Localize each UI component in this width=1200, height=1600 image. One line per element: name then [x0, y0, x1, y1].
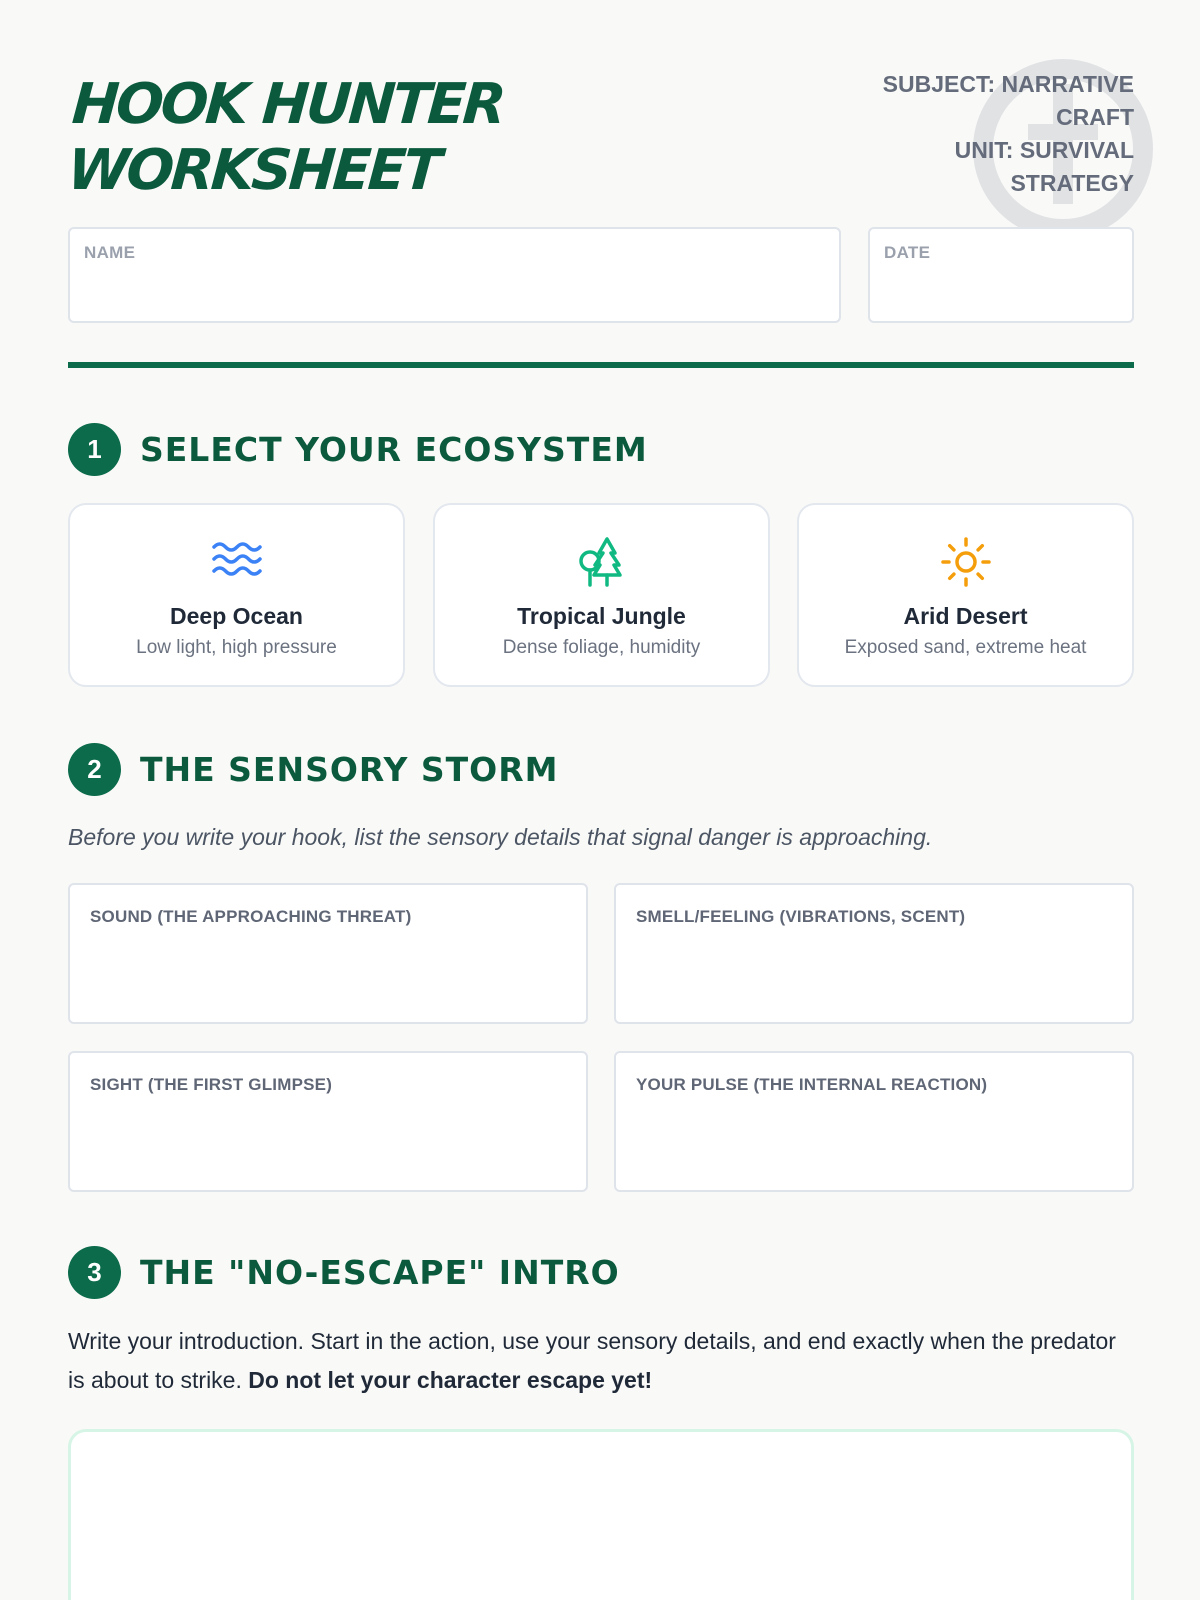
section-1-title: SELECT YOUR ECOSYSTEM	[140, 430, 648, 469]
date-field[interactable]	[868, 227, 1134, 323]
section-2-title: THE SENSORY STORM	[140, 750, 559, 789]
ecosystem-card-desert[interactable]	[797, 503, 1134, 687]
sight-label: SIGHT (THE FIRST GLIMPSE)	[90, 1075, 333, 1094]
name-field[interactable]	[68, 227, 841, 323]
name-label: NAME	[84, 243, 136, 262]
waves-icon	[210, 535, 264, 589]
trees-icon	[575, 535, 629, 589]
title-line-2: WORKSHEET	[65, 138, 441, 203]
date-label: DATE	[884, 243, 931, 262]
section-3-instructions	[68, 1322, 1134, 1400]
ecosystem-desc: Low light, high pressure	[136, 637, 337, 658]
pulse-label: YOUR PULSE (THE INTERNAL REACTION)	[636, 1075, 988, 1094]
sight-field[interactable]	[68, 1051, 588, 1192]
section-3-title: THE "NO-ESCAPE" INTRO	[140, 1253, 620, 1292]
ecosystem-card-jungle[interactable]	[433, 503, 770, 687]
pulse-field[interactable]	[614, 1051, 1134, 1192]
intro-answer-area[interactable]	[68, 1429, 1134, 1600]
instructions-text: Write your introduction. Start in the action, use your sensory details, and end exactly when the predator is about to strike.	[68, 1328, 1116, 1393]
ecosystem-name: Arid Desert	[903, 603, 1028, 629]
section-2-badge: 2	[68, 743, 121, 796]
header-meta	[854, 68, 1134, 200]
page-title	[65, 72, 505, 204]
sound-label: SOUND (THE APPROACHING THREAT)	[90, 907, 412, 926]
unit-text: UNIT: SURVIVAL STRATEGY	[954, 137, 1134, 196]
section-2-instructions: Before you write your hook, list the sensory details that signal danger is approaching.	[68, 824, 933, 850]
ecosystem-name: Deep Ocean	[170, 603, 303, 629]
smell-feeling-field[interactable]	[614, 883, 1134, 1024]
section-1-badge: 1	[68, 423, 121, 476]
ecosystem-desc: Exposed sand, extreme heat	[844, 637, 1087, 658]
title-line-1: HOOK HUNTER	[70, 72, 506, 137]
ecosystem-card-ocean[interactable]	[68, 503, 405, 687]
instructions-bold: Do not let your character escape yet!	[248, 1367, 653, 1393]
divider	[68, 362, 1134, 368]
subject-text: SUBJECT: NARRATIVE CRAFT	[882, 71, 1134, 130]
sun-icon	[939, 535, 993, 589]
header	[65, 68, 1134, 208]
section-1-heading	[68, 423, 1134, 477]
section-2-heading	[68, 743, 1134, 797]
sound-field[interactable]	[68, 883, 588, 1024]
worksheet-page	[65, 0, 1134, 1600]
ecosystem-desc: Dense foliage, humidity	[502, 637, 701, 658]
ecosystem-name: Tropical Jungle	[517, 603, 686, 629]
section-3-badge: 3	[68, 1246, 121, 1299]
section-3-heading	[68, 1246, 1134, 1300]
smell-feeling-label: SMELL/FEELING (VIBRATIONS, SCENT)	[636, 907, 966, 926]
